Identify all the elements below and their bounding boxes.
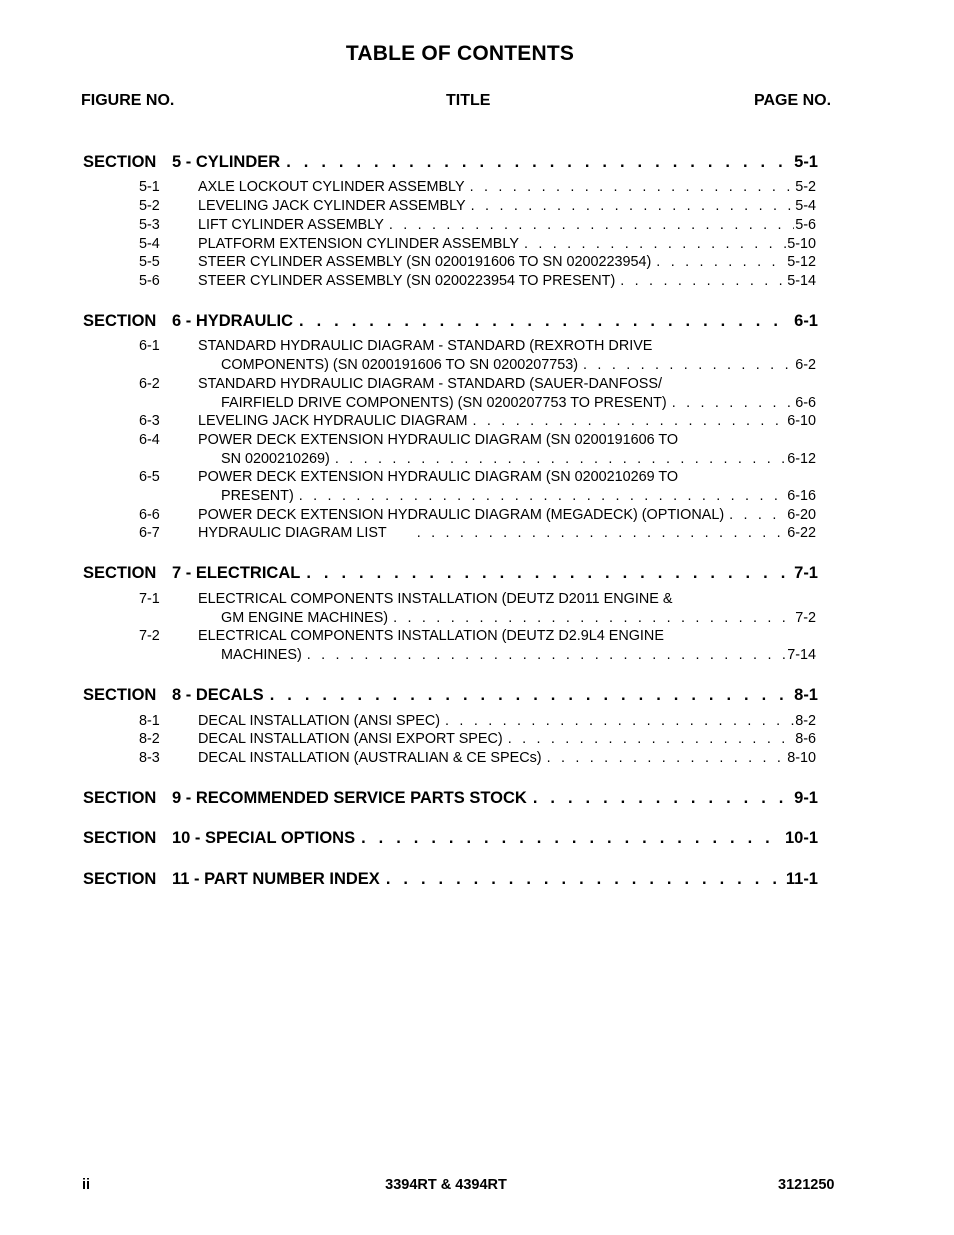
- entry-title: HYDRAULIC DIAGRAM LIST: [198, 525, 387, 541]
- dot-leader: [583, 356, 794, 375]
- footer-page-number: ii: [82, 1177, 91, 1193]
- toc-entry-5-1[interactable]: [139, 178, 816, 197]
- entry-page: 5-14: [787, 273, 816, 289]
- toc-section-7[interactable]: [83, 562, 818, 584]
- section-title: 10 - SPECIAL OPTIONS: [172, 829, 356, 847]
- toc-entry-6-4[interactable]: [139, 431, 816, 469]
- entry-title: DECAL INSTALLATION (AUSTRALIAN & CE SPECs): [198, 750, 542, 766]
- section-page: 6-1: [794, 312, 818, 330]
- entry-page: 5-12: [787, 254, 816, 270]
- entry-title-line-1: ELECTRICAL COMPONENTS INSTALLATION (DEUTZ D2011 ENGINE &: [198, 591, 673, 607]
- toc-entry-5-6[interactable]: [139, 272, 816, 291]
- figure-number: 6-2: [139, 376, 160, 392]
- section-keyword: SECTION: [83, 789, 157, 807]
- toc-entry-5-5[interactable]: [139, 253, 816, 272]
- entry-title-line-1: STANDARD HYDRAULIC DIAGRAM - STANDARD (SAUER-DANFOSS/: [198, 376, 663, 392]
- entry-title: DECAL INSTALLATION (ANSI SPEC): [198, 713, 441, 729]
- section-title: 8 - DECALS: [172, 686, 264, 704]
- dot-leader: [524, 235, 786, 254]
- dot-leader: [471, 197, 795, 216]
- dot-leader: [299, 487, 786, 506]
- dot-leader: [361, 827, 783, 849]
- section-page: 7-1: [794, 564, 818, 582]
- entry-title-line-2: PRESENT): [221, 487, 294, 504]
- toc-section-8[interactable]: [83, 684, 818, 706]
- dot-leader: [473, 412, 787, 431]
- toc-entry-6-7[interactable]: [139, 524, 816, 543]
- dot-leader: [286, 151, 792, 173]
- toc-section-6[interactable]: [83, 310, 818, 332]
- toc-entry-5-3[interactable]: [139, 216, 816, 235]
- entry-page: 6-20: [787, 507, 816, 523]
- toc-section-9[interactable]: [83, 787, 818, 809]
- entry-page: 6-10: [787, 413, 816, 429]
- entry-title: STEER CYLINDER ASSEMBLY (SN 0200223954 TO PRESENT): [198, 273, 616, 289]
- section-keyword: SECTION: [83, 829, 157, 847]
- entry-page: 5-6: [795, 217, 816, 233]
- entry-page: 6-2: [795, 356, 816, 373]
- dot-leader: [547, 749, 787, 768]
- page-title: TABLE OF CONTENTS: [345, 42, 575, 65]
- section-title: 9 - RECOMMENDED SERVICE PARTS STOCK: [172, 789, 527, 807]
- section-page: 9-1: [794, 789, 818, 807]
- entry-page: 5-4: [795, 198, 816, 214]
- toc-section-10[interactable]: [83, 827, 818, 849]
- entry-title-line-2: COMPONENTS) (SN 0200191606 TO SN 0200207753): [221, 356, 579, 373]
- toc-section-11[interactable]: [83, 868, 818, 890]
- entry-page: 5-2: [795, 179, 816, 195]
- toc-entry-5-4[interactable]: [139, 235, 816, 254]
- entry-title: STEER CYLINDER ASSEMBLY (SN 0200191606 TO SN 0200223954): [198, 254, 652, 270]
- section-keyword: SECTION: [83, 870, 157, 888]
- entry-page: 7-14: [787, 646, 816, 663]
- section-title: 5 - CYLINDER: [172, 153, 281, 171]
- figure-number: 6-4: [139, 432, 160, 448]
- footer-model: 3394RT & 4394RT: [385, 1177, 507, 1193]
- dot-leader: [620, 272, 786, 291]
- entry-title-line-1: POWER DECK EXTENSION HYDRAULIC DIAGRAM (SN 0200191606 TO: [198, 432, 679, 448]
- column-header-figure: FIGURE NO.: [81, 92, 175, 109]
- section-title: 6 - HYDRAULIC: [172, 312, 294, 330]
- entry-title: LEVELING JACK CYLINDER ASSEMBLY: [198, 198, 466, 214]
- entry-page: 6-12: [787, 450, 816, 467]
- section-keyword: SECTION: [83, 564, 157, 582]
- toc-entry-6-2[interactable]: [139, 375, 816, 413]
- dot-leader: [386, 868, 784, 890]
- entry-page: 8-6: [795, 731, 816, 747]
- dot-leader: [656, 253, 786, 272]
- dot-leader: [299, 310, 792, 332]
- dot-leader: [335, 450, 786, 469]
- toc-entry-6-1[interactable]: [139, 337, 816, 375]
- toc-entry-6-5[interactable]: [139, 468, 816, 506]
- dot-leader: [672, 394, 794, 413]
- dot-leader: [389, 216, 794, 235]
- figure-number: 5-4: [139, 236, 160, 252]
- figure-number: 7-1: [139, 591, 160, 607]
- section-title: 7 - ELECTRICAL: [172, 564, 301, 582]
- entry-title: DECAL INSTALLATION (ANSI EXPORT SPEC): [198, 731, 503, 747]
- dot-leader: [270, 684, 792, 706]
- figure-number: 5-3: [139, 217, 160, 233]
- figure-number: 6-1: [139, 338, 160, 354]
- figure-number: 6-7: [139, 525, 160, 541]
- figure-number: 8-2: [139, 731, 160, 747]
- entry-title-line-2: SN 0200210269): [221, 450, 330, 467]
- figure-number: 8-1: [139, 713, 160, 729]
- figure-number: 5-6: [139, 273, 160, 289]
- section-keyword: SECTION: [83, 686, 157, 704]
- section-page: 8-1: [794, 686, 818, 704]
- entry-title: AXLE LOCKOUT CYLINDER ASSEMBLY: [198, 179, 465, 195]
- section-keyword: SECTION: [83, 312, 157, 330]
- figure-number: 6-6: [139, 507, 160, 523]
- toc-entry-6-6[interactable]: [139, 506, 816, 525]
- section-keyword: SECTION: [83, 153, 157, 171]
- entry-title-line-2: GM ENGINE MACHINES): [221, 609, 389, 626]
- figure-number: 6-5: [139, 469, 160, 485]
- dot-leader: [306, 562, 792, 584]
- entry-title-line-1: POWER DECK EXTENSION HYDRAULIC DIAGRAM (SN 0200210269 TO: [198, 469, 679, 485]
- entry-page: 6-6: [795, 394, 816, 411]
- column-header-page: PAGE NO.: [754, 92, 832, 109]
- dot-leader: [533, 787, 792, 809]
- entry-title-line-2: FAIRFIELD DRIVE COMPONENTS) (SN 0200207753 TO PRESENT): [221, 394, 667, 411]
- toc-entry-6-3[interactable]: [139, 412, 816, 431]
- section-title: 11 - PART NUMBER INDEX: [172, 870, 380, 888]
- column-header-title: TITLE: [446, 92, 491, 109]
- entry-title-line-1: ELECTRICAL COMPONENTS INSTALLATION (DEUTZ D2.9L4 ENGINE: [198, 628, 664, 644]
- footer-document-number: 3121250: [778, 1177, 835, 1193]
- entry-title: LIFT CYLINDER ASSEMBLY: [198, 217, 384, 233]
- toc-entry-8-2[interactable]: [139, 730, 816, 749]
- entry-page: 5-10: [787, 236, 816, 252]
- dot-leader: [393, 609, 794, 628]
- entry-title: LEVELING JACK HYDRAULIC DIAGRAM: [198, 413, 468, 429]
- figure-number: 8-3: [139, 750, 160, 766]
- figure-number: 7-2: [139, 628, 160, 644]
- figure-number: 5-5: [139, 254, 160, 270]
- dot-leader: [729, 506, 786, 525]
- entry-page: 6-22: [787, 525, 816, 541]
- dot-leader: [508, 730, 795, 749]
- toc-entry-8-3[interactable]: [139, 749, 816, 768]
- entry-page: 8-10: [787, 750, 816, 766]
- entry-title-line-1: STANDARD HYDRAULIC DIAGRAM - STANDARD (REXROTH DRIVE: [198, 338, 653, 354]
- toc-entry-7-2[interactable]: [139, 627, 816, 665]
- toc-entry-8-1[interactable]: [139, 712, 816, 731]
- figure-number: 5-1: [139, 179, 160, 195]
- entry-title: POWER DECK EXTENSION HYDRAULIC DIAGRAM (MEGADECK) (OPTIONAL): [198, 507, 725, 523]
- entry-title-line-2: MACHINES): [221, 646, 302, 663]
- toc-section-5[interactable]: [83, 151, 818, 173]
- entry-page: 6-16: [787, 487, 816, 504]
- dot-leader: [445, 712, 794, 731]
- toc-entry-7-1[interactable]: [139, 590, 816, 628]
- section-page: 5-1: [794, 153, 818, 171]
- toc-entry-5-2[interactable]: [139, 197, 816, 216]
- entry-page: 7-2: [795, 609, 816, 626]
- section-page: 11-1: [785, 870, 818, 888]
- section-page: 10-1: [784, 829, 818, 847]
- entry-title: PLATFORM EXTENSION CYLINDER ASSEMBLY: [198, 236, 519, 252]
- dot-leader: [307, 646, 786, 665]
- dot-leader: [417, 524, 786, 543]
- dot-leader: [470, 178, 795, 197]
- figure-number: 5-2: [139, 198, 160, 214]
- entry-page: 8-2: [795, 713, 816, 729]
- figure-number: 6-3: [139, 413, 160, 429]
